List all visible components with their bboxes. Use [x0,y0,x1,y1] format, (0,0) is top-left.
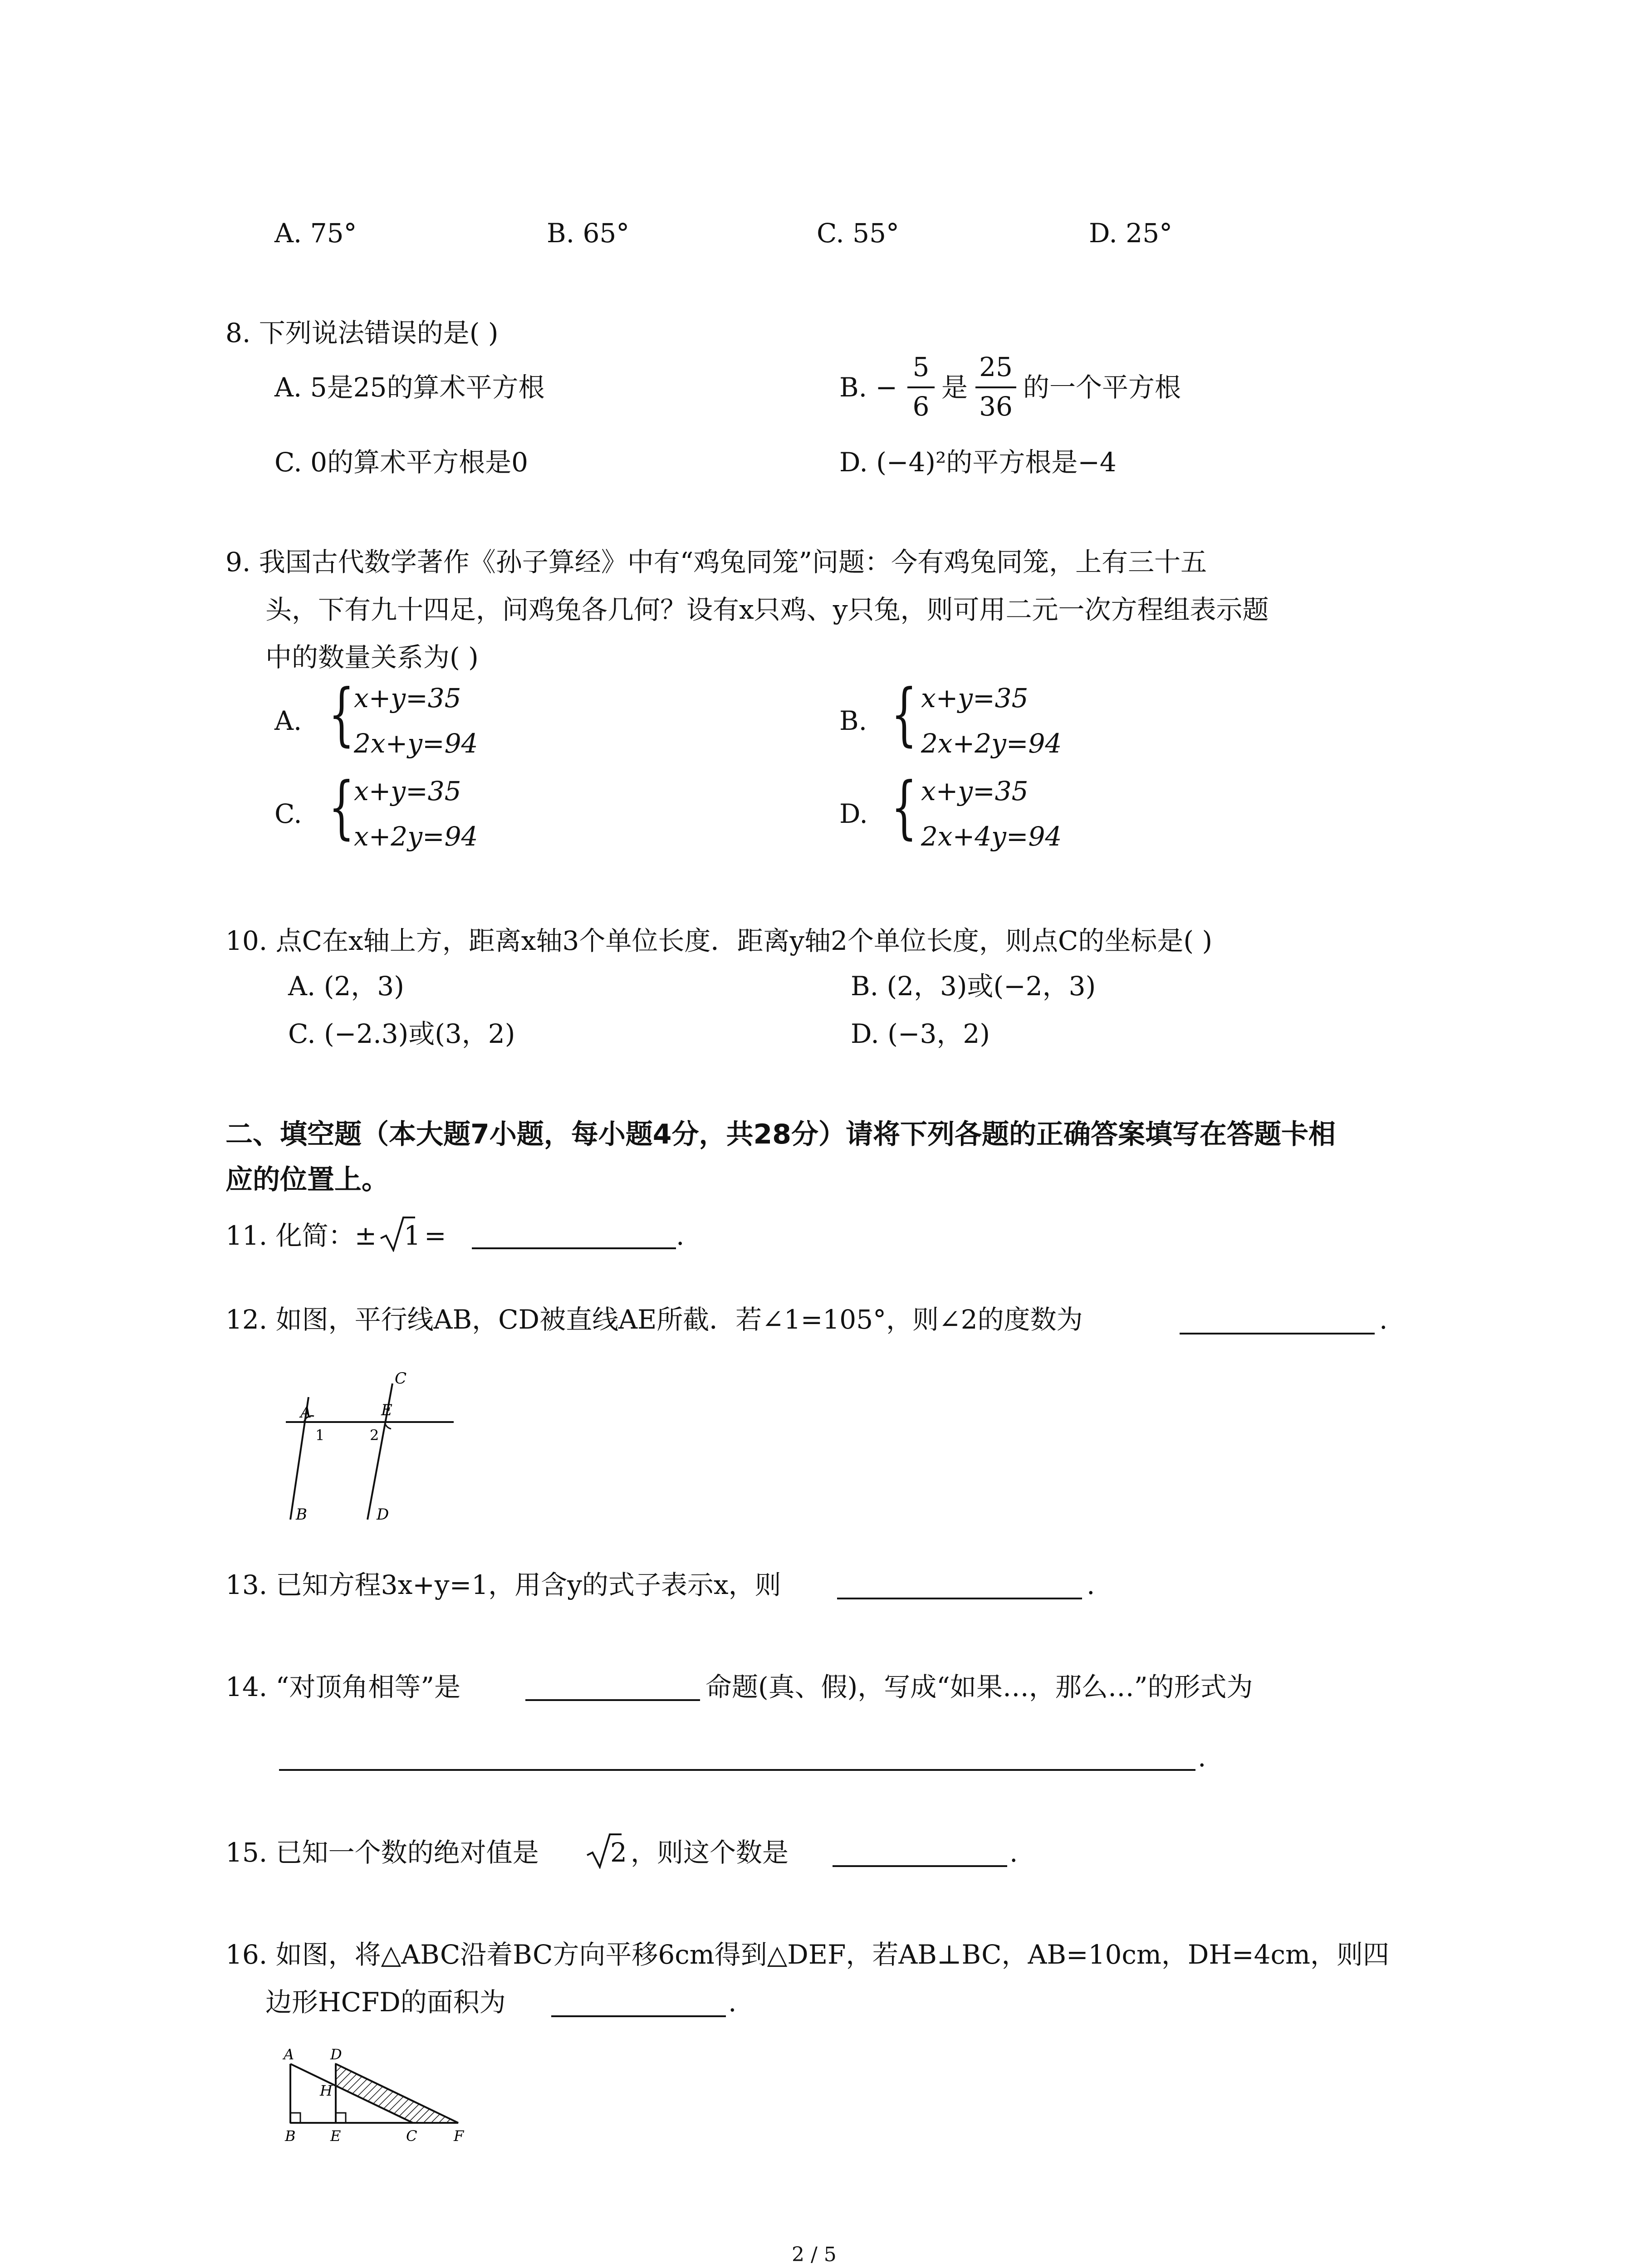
q15-suffix: ，则这个数是 [631,1837,789,1868]
q8-b-num1: 5 [912,352,930,382]
q14-answer-blank-1[interactable] [525,1699,700,1701]
q11-equals: = [424,1220,446,1251]
q16-figure [277,2046,490,2195]
q12-label-e: E [381,1401,392,1419]
q15-radicand: 2 [610,1837,627,1868]
section-2-heading-line-1: 二、填空题（本大题7小题，每小题4分，共28分）请将下列各题的正确答案填写在答题卡相 [225,1119,1336,1150]
q10-option-d: D. (−3，2) [851,1018,990,1049]
q8-option-c: C. 0的算术平方根是0 [274,447,528,478]
q9-line-3: 中的数量关系为( ) [265,642,479,673]
q10-stem: 10. 点C在x轴上方，距离x轴3个单位长度．距离y轴2个单位长度，则点C的坐标是( ) [225,925,1213,956]
q9-option-d-eq2: 2x+4y=94 [921,821,1062,852]
q9-option-a-eq2: 2x+y=94 [354,728,478,759]
q8-b-den2: 36 [979,391,1013,422]
q9-option-b-eq1: x+y=35 [921,683,1029,714]
q9-option-c-brace: { [328,768,355,847]
q9-option-b-eq2: 2x+2y=94 [921,728,1062,759]
q9-option-c-label: C. [274,798,302,829]
q12-figure [272,1365,463,1538]
q16-label-d: D [330,2046,342,2063]
q14-period: . [1198,1742,1206,1773]
q12-label-c: C [395,1369,407,1388]
q16-label-f: F [454,2127,464,2145]
q12-answer-blank[interactable] [1180,1333,1375,1334]
q9-option-c-eq2: x+2y=94 [354,821,478,852]
q9-option-c-eq1: x+y=35 [354,776,461,807]
q16-line-2: 边形HCFD的面积为 [265,1987,506,2018]
q13-stem: 13. 已知方程3x+y=1，用含y的式子表示x，则 [225,1569,781,1600]
q12-label-a: A [300,1403,312,1422]
q7-option-b: B. 65° [547,218,630,249]
q16-answer-blank[interactable] [551,2015,726,2017]
q16-label-h: H [320,2082,333,2099]
q10-option-a: A. (2，3) [288,971,404,1002]
q12-period: . [1379,1304,1388,1335]
q16-label-e: E [330,2127,341,2145]
q15-period: . [1009,1837,1018,1868]
q8-b-bar1 [907,386,935,388]
q9-line-1: 9. 我国古代数学著作《孙子算经》中有“鸡兔同笼”问题：今有鸡兔同笼，上有三十五 [225,547,1207,577]
q12-angle-2: 2 [370,1427,379,1444]
q7-option-a: A. 75° [274,218,357,249]
q16-right-angle-e [336,2113,346,2123]
q9-option-b-brace: { [891,675,917,754]
q11-prefix: 11. 化简：± [225,1220,377,1251]
q13-answer-blank[interactable] [837,1598,1082,1599]
q16-label-c: C [406,2127,417,2145]
q9-option-a-brace: { [328,675,355,754]
q9-option-d-brace: { [891,768,917,847]
section-2-heading-line-2: 应的位置上。 [225,1164,389,1196]
q9-line-2: 头，下有九十四足，问鸡兔各几何？设有x只鸡、y只兔，则可用二元一次方程组表示题 [265,594,1269,625]
q11-period: . [676,1220,685,1251]
q9-option-a-eq1: x+y=35 [354,683,461,714]
q14-suffix: 命题(真、假)，写成“如果…，那么…”的形式为 [705,1672,1253,1702]
q7-option-c: C. 55° [817,218,899,249]
q10-option-c: C. (−2.3)或(3，2) [288,1018,515,1049]
q10-option-b: B. (2，3)或(−2，3) [851,971,1096,1002]
q13-period: . [1087,1569,1095,1600]
q8-b-mid: 是 [941,372,968,403]
q12-stem: 12. 如图，平行线AB，CD被直线AE所截．若∠1=105°，则∠2的度数为 [225,1304,1083,1335]
q14-answer-blank-2[interactable] [279,1769,1195,1771]
q11-answer-blank[interactable] [472,1247,676,1249]
q8-b-den1: 6 [912,391,930,422]
q16-right-angle-b [290,2113,300,2123]
q9-option-d-eq1: x+y=35 [921,776,1029,807]
q15-prefix: 15. 已知一个数的绝对值是 [225,1837,539,1868]
q15-answer-blank[interactable] [833,1865,1007,1867]
q8-option-a: A. 5是25的算术平方根 [274,372,545,403]
q8-b-suffix: 的一个平方根 [1023,372,1181,403]
q14-prefix: 14. “对顶角相等”是 [225,1672,460,1702]
q12-label-b: B [296,1505,307,1524]
q9-option-a-label: A. [274,705,302,736]
q16-period: . [728,1987,737,2018]
q9-option-b-label: B. [839,705,867,736]
q9-option-d-label: D. [839,798,868,829]
q8-option-d: D. (−4)²的平方根是−4 [839,447,1117,478]
q8-b-prefix: B. − [839,372,898,403]
q16-label-b: B [285,2127,296,2145]
q12-angle-1: 1 [315,1427,325,1444]
q11-radicand: 1 [404,1220,421,1251]
q7-option-d: D. 25° [1089,218,1173,249]
q8-stem: 8. 下列说法错误的是( ) [225,318,499,348]
page-number: 2 / 5 [792,2243,837,2266]
q8-b-num2: 25 [979,352,1013,382]
q16-label-a: A [284,2046,294,2063]
q16-line-1: 16. 如图，将△ABC沿着BC方向平移6cm得到△DEF，若AB⊥BC，AB=10cm，DH=4cm，则四 [225,1939,1389,1970]
q8-b-bar2 [975,386,1016,388]
q12-label-d: D [377,1505,389,1524]
